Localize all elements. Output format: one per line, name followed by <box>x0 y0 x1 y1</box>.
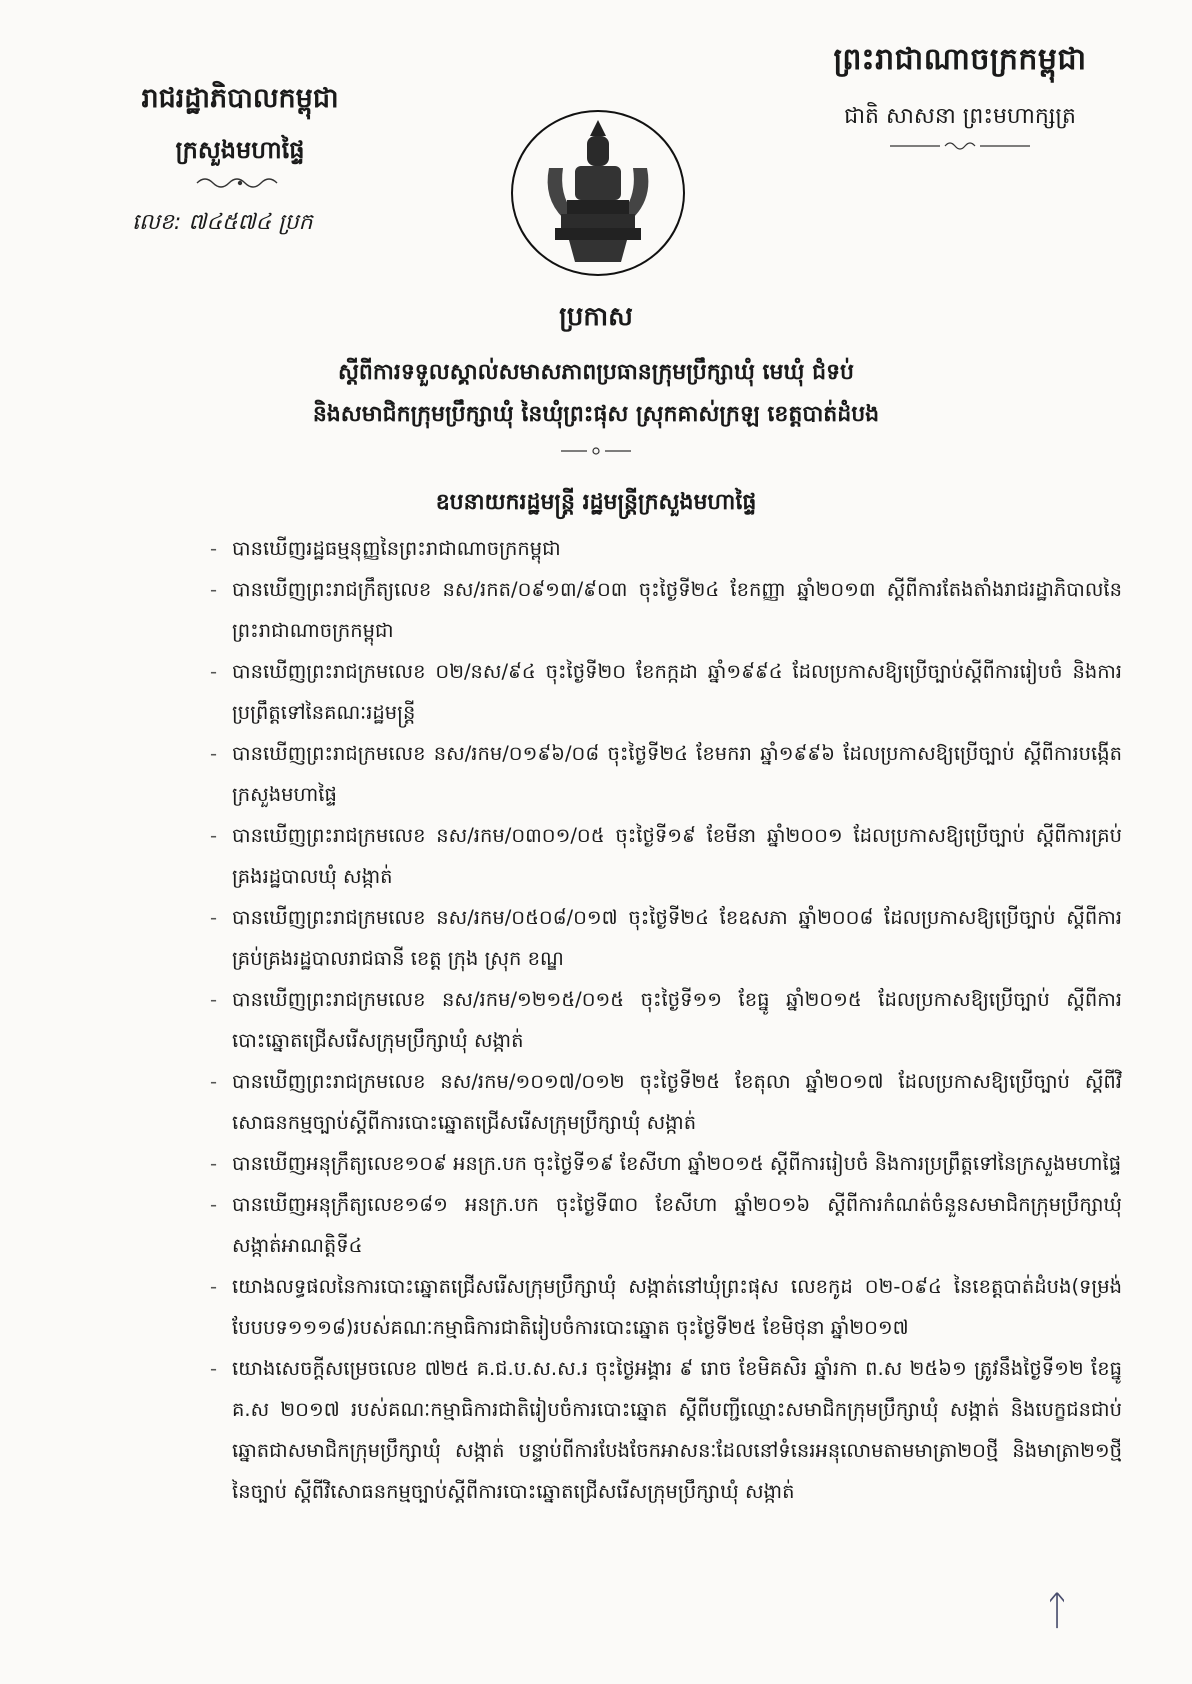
recital-item: - បានឃើញព្រះរាជក្រមលេខ នស/រកម/០៣០១/០៥ ចុះថ្ងៃទី១៩ ខែមីនា ឆ្នាំ២០០១ ដែលប្រកាសឱ្យប្រើច្បាប់ ស្តីពីការគ្រប់គ្រងរដ្ឋបាលឃុំ សង្កាត់ <box>222 815 1122 897</box>
reference-number: លេខ: ៧៤៥៧៤ ប្រក <box>132 210 313 235</box>
subject <box>0 352 1192 436</box>
header-left <box>90 82 390 240</box>
recital-item: - យោងសេចក្តីសម្រេចលេខ ៧២៥ គ.ជ.ប.ស.ស.រ ចុះថ្ងៃអង្គារ ៩ រោច ខែមិគសិរ ឆ្នាំរកា ព.ស ២៥៦១ ត្រូវនឹងថ្ងៃទី១២ ខែធ្នូ គ.ស ២០១៧ របស់គណៈកម្មាធិការជាតិរៀបចំការបោះឆ្នោត ស្តីពីបញ្ជីឈ្មោះសមាជិកក្រុមប្រឹក្សាឃុំ សង្កាត់ និងបេក្ខជនជាប់ឆ្នោតជាសមាជិកក្រុមប្រឹក្សាឃុំ សង្កាត់ បន្ទាប់ពីការបែងចែកអាសនៈដែលនៅទំនេរអនុលោមតាមមាត្រា២០ថ្មី និងមាត្រា២១ថ្មី នៃច្បាប់ ស្តីពីវិសោធនកម្មច្បាប់ស្តីពីការបោះឆ្នោតជ្រើសរើសក្រុមប្រឹក្សាឃុំ សង្កាត់ <box>222 1348 1122 1512</box>
recital-item: - បានឃើញអនុក្រឹត្យលេខ១៨១ អនក្រ.បក ចុះថ្ងៃទី៣០ ខែសីហា ឆ្នាំ២០១៦ ស្តីពីការកំណត់ចំនួនសមាជិកក្រុមប្រឹក្សាឃុំ សង្កាត់អាណត្តិទី៤ <box>222 1184 1122 1266</box>
national-motto: ជាតិ សាសនា ព្រះមហាក្សត្រ <box>844 104 1076 129</box>
title-block <box>0 300 1192 456</box>
header-right <box>810 40 1110 152</box>
issuing-authority: ឧបនាយករដ្ឋមន្ត្រី រដ្ឋមន្ត្រីក្រសួងមហាផ្ទៃ <box>435 490 757 515</box>
subject-line-2: និងសមាជិកក្រុមប្រឹក្សាឃុំ នៃឃុំព្រះផុស ស្រុកគាស់ក្រឡ ខេត្តបាត់ដំបង <box>312 402 880 427</box>
recital-item: - បានឃើញព្រះរាជក្រមលេខ នស/រកម/០១៩៦/០៨ ចុះថ្ងៃទី២៤ ខែមករា ឆ្នាំ១៩៩៦ ដែលប្រកាសឱ្យប្រើច្បាប់ ស្តីពីការបង្កើតក្រសួងមហាផ្ទៃ <box>222 733 1122 815</box>
document-type: ប្រកាស <box>559 302 633 332</box>
recital-item: - បានឃើញរដ្ឋធម្មនុញ្ញនៃព្រះរាជាណាចក្រកម្ពុជា <box>222 528 1122 569</box>
ornament-divider-icon <box>890 140 1030 152</box>
subject-line-1: ស្តីពីការទទួលស្គាល់សមាសភាពប្រធានក្រុមប្រឹក្សាឃុំ មេឃុំ ជំទប់ <box>337 360 854 385</box>
title-divider-icon <box>561 446 631 456</box>
recital-item: - បានឃើញព្រះរាជក្រមលេខ នស/រកម/១០១៧/០១២ ចុះថ្ងៃទី២៥ ខែតុលា ឆ្នាំ២០១៧ ដែលប្រកាសឱ្យប្រើច្បាប់ ស្តីពីវិសោធនកម្មច្បាប់ស្តីពីការបោះឆ្នោតជ្រើសរើសក្រុមប្រឹក្សាឃុំ សង្កាត់ <box>222 1061 1122 1143</box>
recital-item: - បានឃើញព្រះរាជក្រមលេខ នស/រកម/១២១៥/០១៥ ចុះថ្ងៃទី១១ ខែធ្នូ ឆ្នាំ២០១៥ ដែលប្រកាសឱ្យប្រើច្បាប់ ស្តីពីការបោះឆ្នោតជ្រើសរើសក្រុមប្រឹក្សាឃុំ សង្កាត់ <box>222 979 1122 1061</box>
recital-item: - បានឃើញព្រះរាជក្រមលេខ ០២/នស/៩៤ ចុះថ្ងៃទី២០ ខែកក្កដា ឆ្នាំ១៩៩៤ ដែលប្រកាសឱ្យប្រើច្បាប់ស្តីពីការរៀបចំ និងការប្រព្រឹត្តទៅនៃគណៈរដ្ឋមន្ត្រី <box>222 651 1122 733</box>
recital-item: - បានឃើញព្រះរាជក្រមលេខ នស/រកម/០៥០៨/០១៧ ចុះថ្ងៃទី២៤ ខែឧសភា ឆ្នាំ២០០៨ ដែលប្រកាសឱ្យប្រើច្បាប់ ស្តីពីការគ្រប់គ្រងរដ្ឋបាលរាជធានី ខេត្ត ក្រុង ស្រុក ខណ្ឌ <box>222 897 1122 979</box>
royal-emblem-icon <box>509 108 687 278</box>
recital-item: - យោងលទ្ធផលនៃការបោះឆ្នោតជ្រើសរើសក្រុមប្រឹក្សាឃុំ សង្កាត់នៅឃុំព្រះផុស លេខកូដ ០២-០៩៤ នៃខេត្តបាត់ដំបង(ទម្រង់បែបបទ១១១៨)របស់គណៈកម្មាធិការជាតិរៀបចំការបោះឆ្នោត ចុះថ្ងៃទី២៥ ខែមិថុនា ឆ្នាំ២០១៧ <box>222 1266 1122 1348</box>
kingdom-name: ព្រះរាជាណាចក្រកម្ពុជា <box>833 42 1087 77</box>
recital-item: - បានឃើញអនុក្រឹត្យលេខ១០៩ អនក្រ.បក ចុះថ្ងៃទី១៩ ខែសីហា ឆ្នាំ២០១៥ ស្តីពីការរៀបចំ និងការប្រព្រឹត្តទៅនៃក្រសួងមហាផ្ទៃ <box>222 1143 1122 1184</box>
recital-item: - បានឃើញព្រះរាជក្រឹត្យលេខ នស/រកត/០៩១៣/៩០៣ ចុះថ្ងៃទី២៤ ខែកញ្ញា ឆ្នាំ២០១៣ ស្តីពីការតែងតាំងរាជរដ្ឋាភិបាលនៃព្រះរាជាណាចក្រកម្ពុជា <box>222 569 1122 651</box>
recitals-list <box>222 528 1122 1512</box>
government-name: រាជរដ្ឋាភិបាលកម្ពុជា <box>141 83 339 114</box>
initial-mark-icon: ᛏ <box>1045 1588 1069 1634</box>
ornament-scroll-icon <box>195 176 285 190</box>
ministry-name: ក្រសួងមហាផ្ទៃ <box>175 136 305 164</box>
